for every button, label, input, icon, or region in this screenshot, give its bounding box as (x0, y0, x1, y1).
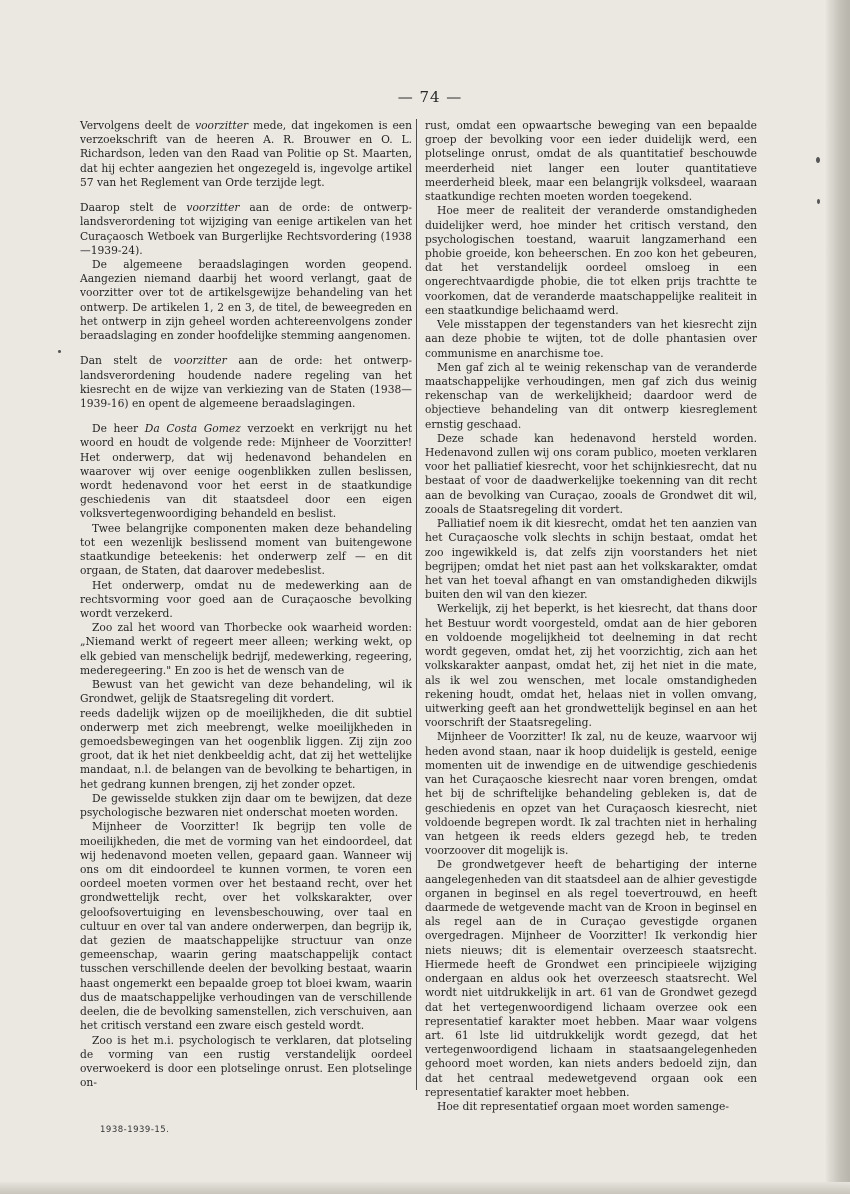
paragraph: Deze schade kan hedenavond hersteld worden. Hedenavond zullen wij ons coram publico, moeten verklaren voor het palliatief kiesrecht, voor het schijnkiesrecht, dat nu bestaat of voor de daadwerkelijke toekenning van dit recht aan de bevolking van Curaçao, zooals de Grondwet dit wil, zooals de Staatsregeling dit vordert. (425, 431, 757, 516)
document-reference: 1938-1939-15. (100, 1125, 170, 1135)
scan-speck (817, 199, 820, 204)
scan-speck (58, 350, 61, 353)
page-edge-bottom (0, 1182, 850, 1194)
paragraph: reeds dadelijk wijzen op de moeilijkheden, die dit subtiel onderwerp met zich meebrengt, welke moeilijkheden in gemoedsbewegingen van het oogenblik liggen. Zij zijn zoo groot, dat ik het niet denkbeeldig acht, dat zij het wettelijke mandaat, n.l. de belangen van de bevolking te behartigen, in het gedrang kunnen brengen, zij het zonder opzet. (80, 706, 412, 791)
paragraph: Daarop stelt de voorzitter aan de orde: de ontwerp-landsverordening tot wijziging van eenige artikelen van het Curaçaosch Wetboek van Burgerlijke Rechtsvordering (1938—1939-24). (80, 201, 412, 257)
paragraph: Palliatief noem ik dit kiesrecht, omdat het ten aanzien van het Curaçaosche volk slechts in schijn bestaat, omdat het zoo ingewikkeld is, dat zelfs zijn voorstanders het niet begrijpen; omdat het niet past aan het volkskarakter, omdat het van het toeval afhangt en van omstandigheden dikwijls buiten den wil van den kiezer. (425, 517, 757, 602)
scan-speck (816, 157, 820, 163)
paragraph: Hoe meer de realiteit der veranderde omstandigheden duidelijker werd, hoe minder het critisch verstand, den psychologischen toestand, waaruit langzamerhand een phobie groeide, kon beheerschen. En zoo kon het gebeuren, dat het verstandelijk oordeel omsloeg in een ongerechtvaardigde phobie, die tot elken prijs trachtte te voorkomen, dat de veranderde maatschappelijke realiteit in een staatkundige belichaamd werd. (425, 204, 757, 317)
paragraph: Bewust van het gewicht van deze behandeling, wil ik Grondwet, gelijk de Staatsregeling dit vordert. (80, 678, 412, 706)
paragraph: Vervolgens deelt de voorzitter mede, dat ingekomen is een verzoekschrift van de heeren A. R. Brouwer en O. L. Richardson, leden van den Raad van Politie op St. Maarten, dat hij echter aangezien het ongezegeld is, ingevolge artikel 57 van het Reglement van Orde terzijde legt. (80, 119, 412, 189)
paragraph: rust, omdat een opwaartsche beweging van een bepaalde groep der bevolking voor een ieder duidelijk werd, een plotselinge onrust, omdat de als quantitatief beschouwde meerderheid niet langer een louter quantitatieve meerderheid bleek, maar een belangrijk volksdeel, waaraan staatkundige rechten moeten worden toegekend. (425, 119, 757, 204)
paragraph: Mijnheer de Voorzitter! Ik begrijp ten volle de moeilijkheden, die met de vorming van het eindoordeel, dat wij hedenavond moeten vellen, gepaard gaan. Wanneer wij ons om dit eindoordeel te kunnen vormen, te voren een oordeel moeten vormen over het bestaand recht, over het grondwettelijk recht, over het volkskarakter, over geloofsovertuiging en levensbeschouwing, over taal en cultuur en over tal van andere onderwerpen, dan begrijp ik, dat gezien de maatschappelijke structuur van onze gemeenschap, waarin gering maatschappelijk contact tusschen verschillende deelen der bevolking bestaat, waarin haast ongemerkt een bepaalde groep tot bloei kwam, waarin dus de maatschappelijke verhoudingen van de verschillende deelen, die de bevolking samenstellen, zich verschuiven, aan het critisch verstand een zware eisch gesteld wordt. (80, 820, 412, 1033)
paragraph: Het onderwerp, omdat nu de medewerking aan de rechtsvorming voor goed aan de Curaçaosche bevolking wordt verzekerd. (80, 578, 412, 620)
paragraph: Twee belangrijke componenten maken deze behandeling tot een wezenlijk beslissend moment van buitengewone staatkundige beteekenis: het onderwerp zelf — en dit orgaan, de Staten, dat daarover medebeslist. (80, 521, 412, 578)
left-text-column (80, 119, 412, 1090)
paragraph: Mijnheer de Voorzitter! Ik zal, nu de keuze, waarvoor wij heden avond staan, naar ik hoop duidelijk is gesteld, eenige momenten uit de inwendige en de uitwendige geschiedenis van het Curaçaosche kiesrecht naar voren brengen, omdat het bij de schriftelijke behandeling gebleken is, dat de geschiedenis en opzet van het Curaçaosch kiesrecht, niet voldoende begrepen wordt. Ik zal trachten niet in herhaling van hetgeen ik reeds elders gezegd heb, te treden voorzoover dit mogelijk is. (425, 730, 757, 858)
paragraph: Men gaf zich al te weinig rekenschap van de veranderde maatschappelijke verhoudingen, men gaf zich dus weinig rekenschap van de werkelijkheid; daardoor werd de objectieve behandeling van dit ontwerp kiesreglement ernstig geschaad. (425, 360, 757, 431)
paragraph: De grondwetgever heeft de behartiging der interne aangelegenheden van dit staatsdeel aan de alhier gevestigde organen in beginsel en als regel toevertrouwd, en heeft daarmede de wetgevende macht van de Kroon in beginsel en als regel aan de in Curaçao gevestigde organen overgedragen. Mijnheer de Voorzitter! Ik verkondig hier niets nieuws; dit is elementair overzeesch staatsrecht. Hiermede heeft de Grondwet een principieele wijziging ondergaan en aldus ook het overzeesch staatsrecht. Wel wordt niet uitdrukkelijk in art. 61 van de Grondwet gezegd dat het vertegenwoordigend lichaam overzee ook een representatief karakter moet hebben. Maar waar volgens art. 61 lste lid uitdrukkelijk wordt gezegd, dat het vertegenwoordigend lichaam in staatsaangelegenheden gehoord moet worden, kan niets anders bedoeld zijn, dan dat het centraal medewetgevend orgaan ook een representatief karakter moet hebben. (425, 858, 757, 1099)
page-number: — 74 — (397, 88, 463, 106)
paragraph: Dan stelt de voorzitter aan de orde: het ontwerp-landsverordening houdende nadere regeling van het kiesrecht en de wijze van verkiezing van de Staten (1938—1939-16) en opent de algemeene beraadslagingen. (80, 354, 412, 410)
paragraph: Hoe dit representatief orgaan moet worden samenge- (437, 1100, 729, 1114)
paragraph: Zoo is het m.i. psychologisch te verklaren, dat plotseling de vorming van een rustig verstandelijk oordeel overwoekerd is door een plotselinge onrust. Een plotselinge on- (80, 1033, 412, 1090)
right-text-column (425, 119, 757, 1114)
column-divider (416, 119, 417, 1090)
paragraph: Werkelijk, zij het beperkt, is het kiesrecht, dat thans door het Bestuur wordt voorgesteld, omdat aan de hier geboren en voldoende mogelijkheid tot deelneming in dat recht wordt gegeven, omdat het, zij het voorzichtig, zich aan het volkskarakter aanpast, omdat het, zij het niet in die mate, als ik wel zou wenschen, met locale omstandigheden rekening houdt, omdat het, helaas niet in vollen omvang, uitwerking geeft aan het grondwettelijk beginsel en aan het voorschrift der Staatsregeling. (425, 602, 757, 730)
page-edge-right (826, 0, 850, 1194)
paragraph: Zoo zal het woord van Thorbecke ook waarheid worden: „Niemand werkt of regeert meer alleen; werking wekt, op elk gebied van menschelijk bedrijf, medewerking, regeering, mederegeering." En zoo is het de wensch van de (80, 621, 412, 677)
paragraph: De gewisselde stukken zijn daar om te bewijzen, dat deze psychologische bezwaren niet onderschat moeten worden. (80, 791, 412, 820)
paragraph: De algemeene beraadslagingen worden geopend. Aangezien niemand daarbij het woord verlangt, gaat de voorzitter over tot de artikelsgewijze behandeling van het ontwerp. De artikelen 1, 2 en 3, de titel, de beweegreden en het ontwerp in zijn geheel worden achtereenvolgens zonder beraadslaging en zonder hoofdelijke stemming aangenomen. (80, 257, 412, 343)
paragraph: Vele misstappen der tegenstanders van het kiesrecht zijn aan deze phobie te wijten, tot de dolle phantasien over communisme en anarchisme toe. (425, 318, 757, 360)
paragraph: De heer Da Costa Gomez verzoekt en verkrijgt nu het woord en houdt de volgende rede: Mijnheer de Voorzitter! Het onderwerp, dat wij hedenavond behandelen en waarover wij over eenige oogenblikken zullen beslissen, wordt hedenavond voor het eerst in de staatkundige geschiedenis van dit staatsdeel door een eigen volksvertegenwoordiging behandeld en beslist. (80, 422, 412, 521)
